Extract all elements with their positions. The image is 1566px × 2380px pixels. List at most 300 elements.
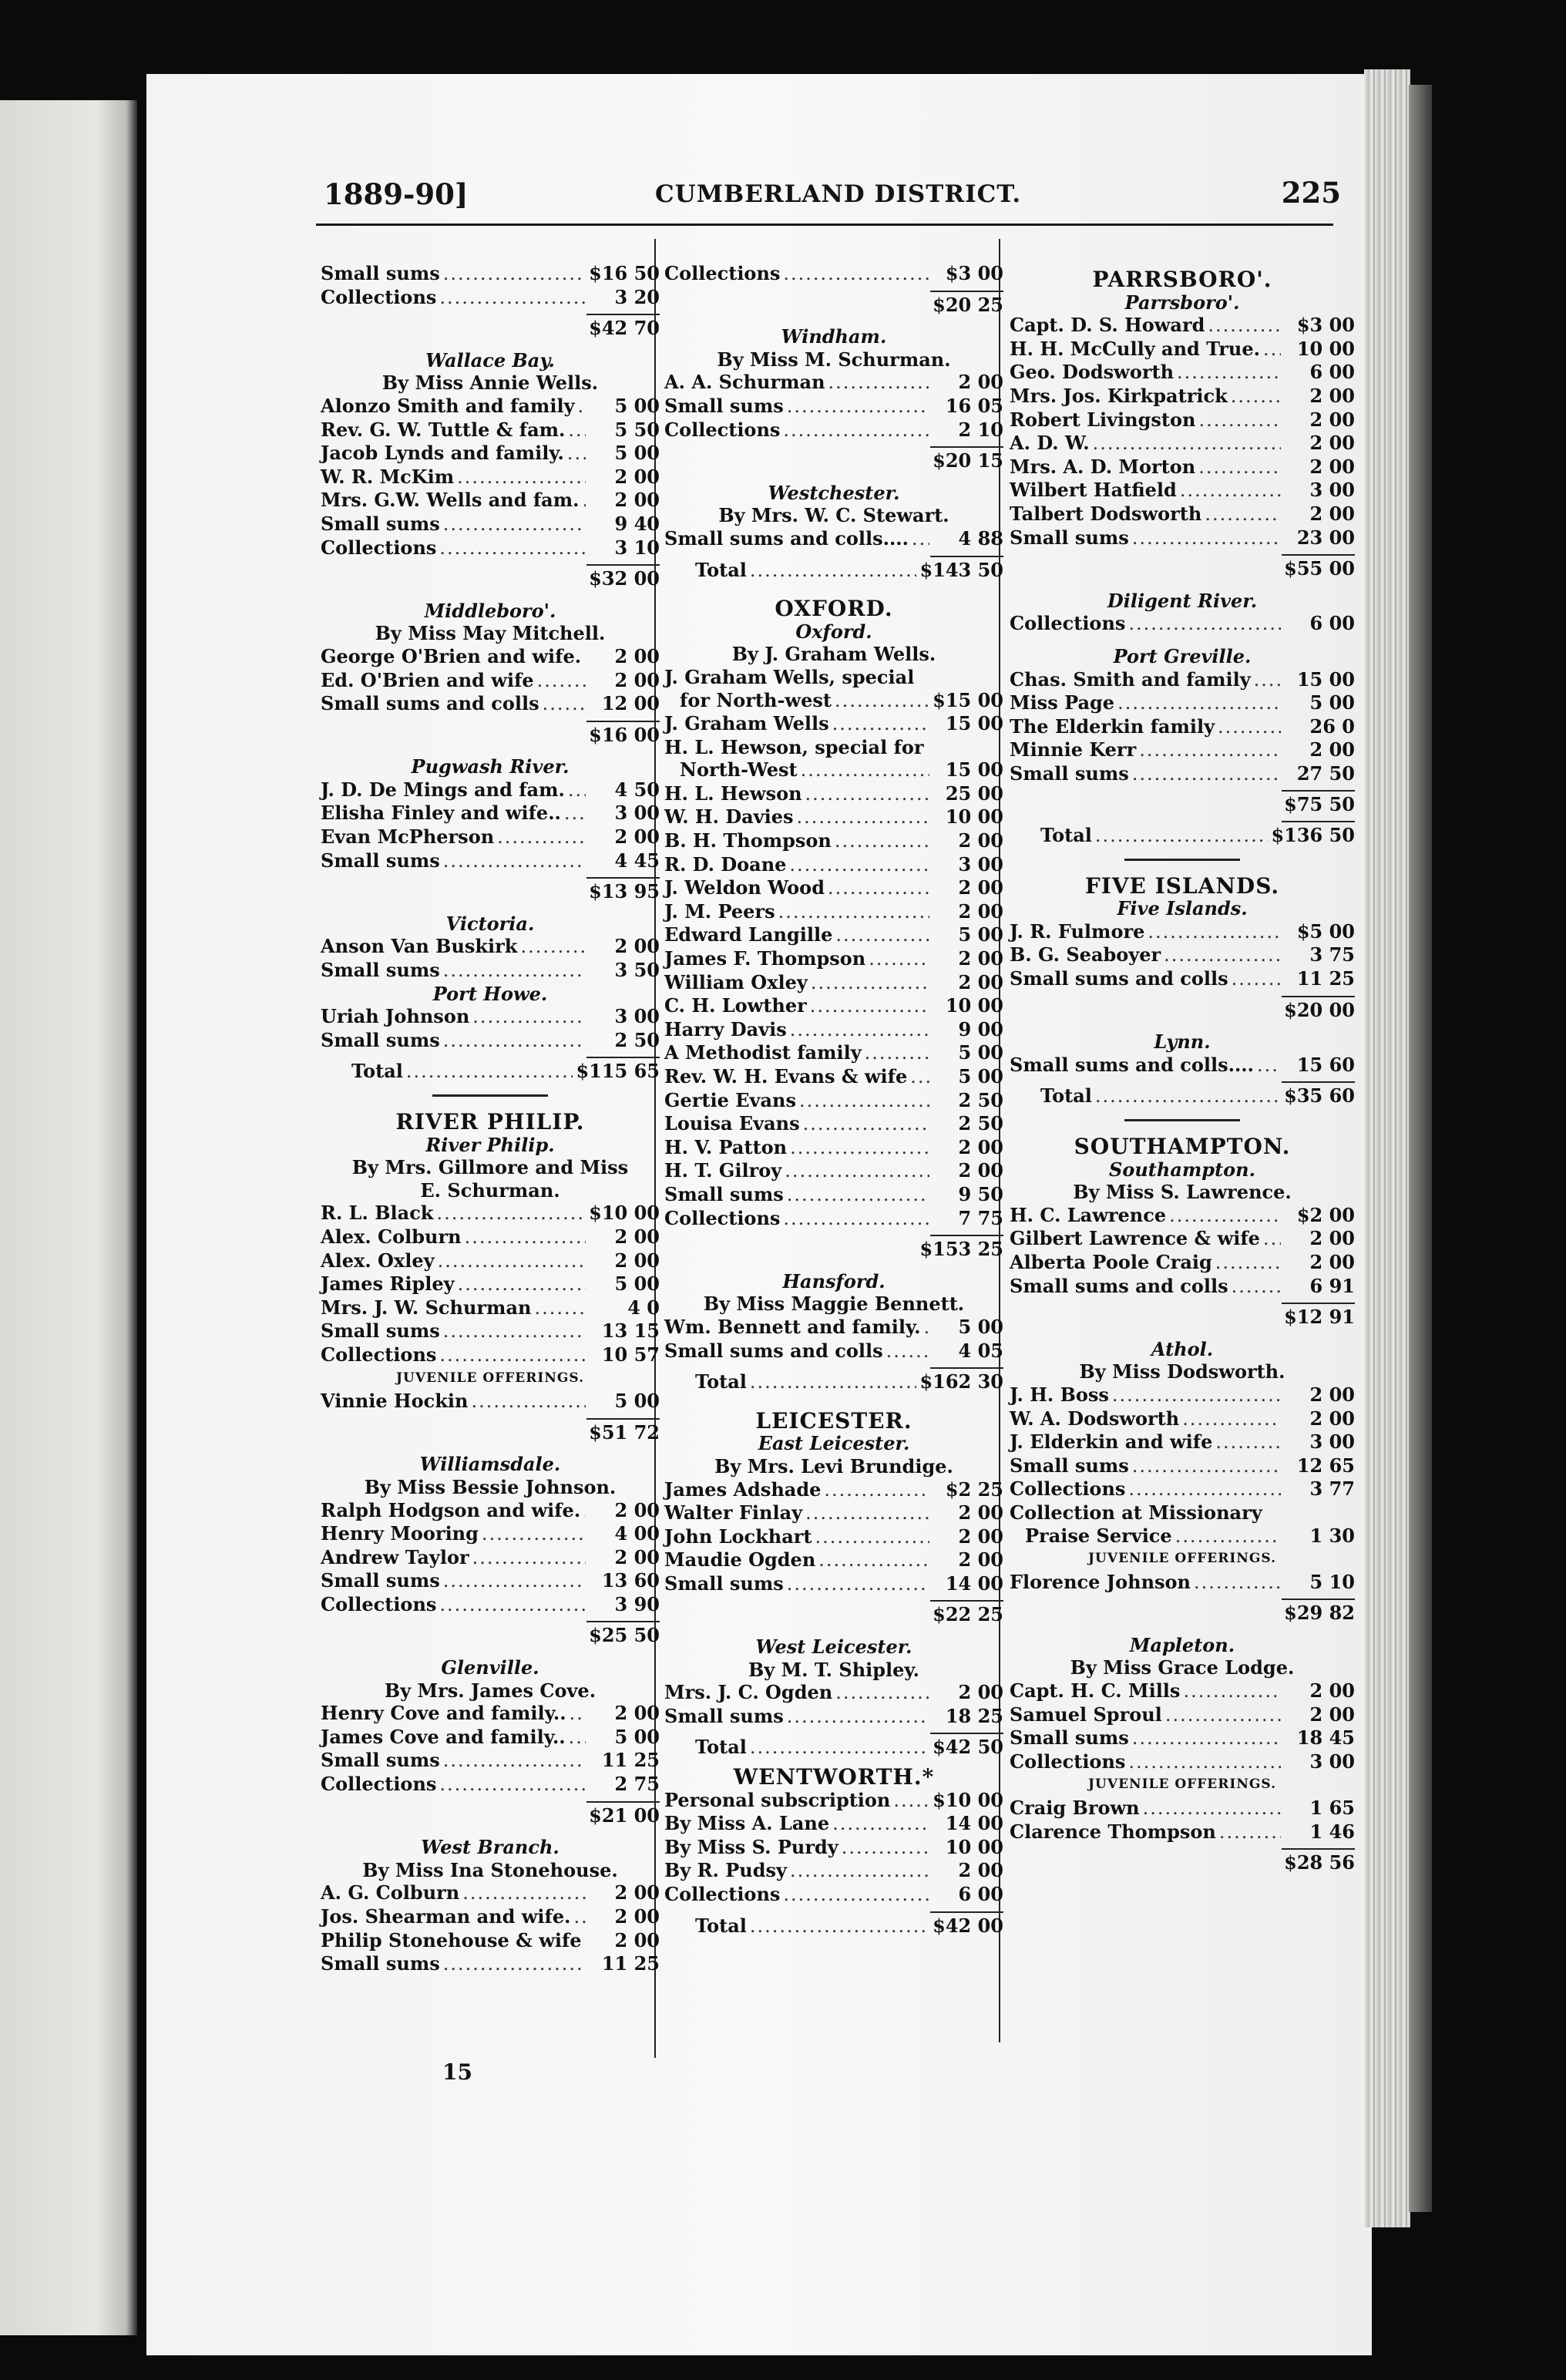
circuit-name: Westchester. [768, 481, 900, 504]
circuit-name: Pugwash River. [411, 755, 570, 778]
entry-name: Ralph Hodgson and wife. [321, 1498, 581, 1521]
entry-name: Small sums and colls [1010, 1274, 1228, 1297]
leader-dots [1175, 1525, 1281, 1548]
entry-name: Geo. Dodsworth [1010, 361, 1174, 384]
ledger-row [321, 489, 660, 513]
entry-name: Small sums and colls.... [664, 526, 909, 550]
subtotal: $21 00 [589, 1803, 660, 1827]
leader-dots [564, 802, 586, 825]
sum-rule [586, 314, 660, 315]
entry-amount: 11 25 [601, 1749, 660, 1772]
entry-amount: 2 00 [614, 1905, 660, 1928]
leader-dots [583, 1500, 586, 1523]
entry-name: James F. Thompson [664, 947, 866, 970]
entry-name: Jos. Shearman and wife. [321, 1905, 571, 1928]
entry-amount: 25 00 [945, 782, 1003, 805]
entry-amount: 2 75 [614, 1773, 660, 1796]
ledger-row [1010, 1054, 1355, 1077]
entry-amount: 4 05 [958, 1339, 1003, 1362]
entry-name: Rev. G. W. Tuttle & fam. [321, 418, 566, 441]
ledger-row [664, 712, 1003, 736]
entry-name: Collections [664, 1206, 781, 1229]
subtotal: $20 15 [933, 449, 1003, 472]
ledger-row [664, 923, 1003, 947]
juvenile-heading: JUVENILE OFFERINGS. [1088, 1777, 1276, 1793]
ledger-row [1010, 920, 1355, 944]
entry-amount: 3 50 [614, 959, 660, 982]
circuit-name: West Leicester. [755, 1635, 912, 1659]
entry-name: Collections [1010, 612, 1126, 635]
entry-amount: 2 00 [958, 947, 1003, 970]
leader-dots [1183, 1680, 1281, 1703]
total-label: Total [1040, 1084, 1092, 1108]
section-heading: FIVE ISLANDS. [1084, 872, 1280, 899]
entry-name: Gertie Evans [664, 1088, 796, 1111]
entry-name: Personal subscription [664, 1788, 891, 1811]
leader-dots [482, 1523, 586, 1546]
ledger-row [1010, 1227, 1355, 1251]
leader-dots [1257, 1054, 1281, 1077]
circuit-name: Williamsdale. [419, 1453, 561, 1476]
entry-name: Small sums [664, 1182, 784, 1205]
collector-line: By Miss M. Schurman. [717, 348, 951, 371]
ledger-row [321, 1202, 660, 1225]
leader-dots [797, 806, 929, 829]
entry-amount: 3 00 [1309, 479, 1355, 502]
entry-amount: 7 75 [958, 1206, 1003, 1229]
leader-dots [534, 1297, 586, 1320]
ledger-row [664, 395, 1003, 419]
ledger-row [321, 1029, 660, 1053]
leader-dots [569, 1726, 586, 1750]
entry-name: Small sums [321, 1319, 440, 1343]
ledger-row [1010, 967, 1355, 991]
entry-name: Collections [321, 1343, 437, 1366]
entry-amount: 26 0 [1309, 714, 1355, 738]
entry-name: A. G. Colburn [321, 1881, 460, 1904]
ledger-row [664, 971, 1003, 995]
leader-dots [810, 995, 929, 1018]
circuit-name: Victoria. [445, 912, 535, 935]
entry-amount: $2 00 [1296, 1203, 1355, 1226]
ledger-row [1010, 738, 1355, 762]
collector-line: By Miss Maggie Bennett. [703, 1293, 965, 1316]
ledger-row [1010, 1477, 1355, 1501]
entry-amount: 3 10 [614, 536, 660, 559]
entry-amount: 6 00 [1309, 612, 1355, 635]
leader-dots [573, 1906, 586, 1929]
ledger-row [664, 1065, 1003, 1089]
subtotal: $28 56 [1284, 1851, 1355, 1874]
total-row [1010, 824, 1355, 848]
leader-dots [790, 1860, 929, 1883]
entry-amount: 2 00 [958, 1501, 1003, 1524]
entry-amount: 2 00 [958, 876, 1003, 899]
sum-rule [1282, 1598, 1355, 1600]
ledger-row [664, 666, 1003, 689]
spacer [664, 1626, 1003, 1635]
section-heading: OXFORD. [775, 596, 893, 622]
entry-name: Mrs. G.W. Wells and fam. [321, 489, 580, 512]
page-number: 225 [1281, 176, 1341, 210]
ledger-row [664, 1478, 1003, 1502]
entry-amount: 6 00 [1309, 361, 1355, 384]
leader-dots [472, 1547, 586, 1570]
leader-dots [1218, 716, 1281, 739]
entry-name: Small sums [321, 1569, 440, 1592]
entry-name: Vinnie Hockin [321, 1390, 469, 1413]
entry-amount: 5 50 [614, 418, 660, 441]
circuit-name: Hansford. [782, 1269, 885, 1293]
leader-dots [783, 263, 929, 286]
entry-amount: 2 00 [958, 1548, 1003, 1572]
total-label: Total [695, 558, 747, 581]
leader-dots [805, 783, 929, 806]
leader-dots [865, 1042, 929, 1065]
leader-dots [1128, 613, 1281, 636]
spacer [321, 1647, 660, 1656]
entry-amount: 2 00 [614, 1702, 660, 1725]
entry-amount: 2 00 [958, 1681, 1003, 1704]
entry-amount: 2 00 [614, 644, 660, 667]
sum-rule [1282, 1848, 1355, 1850]
leader-dots [443, 263, 586, 286]
entry-name: Small sums [321, 262, 440, 284]
leader-dots [568, 779, 586, 802]
leader-dots [893, 1790, 929, 1813]
collector-line: By Miss May Mitchell. [375, 622, 606, 645]
collector-line: By Miss Annie Wells. [381, 371, 599, 395]
leader-dots [439, 1773, 586, 1797]
entry-name: J. R. Fulmore [1010, 919, 1145, 943]
entry-amount: 18 45 [1296, 1726, 1355, 1750]
total-label: Total [695, 1914, 747, 1937]
left-page-edge [0, 100, 137, 2335]
leader-dots [443, 513, 586, 536]
subtotal: $13 95 [589, 880, 660, 903]
ledger-row [664, 1041, 1003, 1065]
leader-dots [1219, 1821, 1281, 1844]
leader-dots [443, 1570, 586, 1593]
entry-name: for North-west [680, 688, 832, 711]
entry-amount: 2 00 [614, 489, 660, 512]
ledger-row [321, 286, 660, 310]
entry-name: Small sums and colls [1010, 967, 1228, 990]
entry-name: Mrs. J. W. Schurman [321, 1296, 532, 1319]
entry-name: Small sums [321, 1952, 440, 1975]
entry-name: B. G. Seaboyer [1010, 943, 1161, 966]
total-row [664, 1736, 1003, 1760]
ledger-row [1010, 338, 1355, 361]
leader-dots [1132, 763, 1281, 786]
ledger-row [1010, 1383, 1355, 1407]
total-amount: $42 50 [933, 1736, 1003, 1759]
entry-name: Anson Van Buskirk [321, 935, 518, 958]
entry-name: Praise Service [1025, 1524, 1172, 1547]
sum-rule [930, 556, 1003, 557]
total-amount: $143 50 [919, 558, 1003, 581]
leader-dots [1263, 338, 1281, 361]
leader-dots [439, 1594, 586, 1617]
spacer [664, 1261, 1003, 1270]
leader-dots [465, 1226, 586, 1249]
sum-rule [930, 1367, 1003, 1369]
ledger-row [1010, 455, 1355, 479]
ledger-row [1010, 1820, 1355, 1844]
entry-amount: 2 00 [1309, 1250, 1355, 1273]
subtotal: $25 50 [589, 1624, 660, 1647]
total-row [321, 1060, 660, 1084]
sum-rule [586, 1418, 660, 1420]
ledger-row [1010, 943, 1355, 967]
subtotal: $75 50 [1284, 793, 1355, 816]
entry-name: J. Graham Wells [664, 712, 829, 735]
entry-name: Gilbert Lawrence & wife [1010, 1227, 1260, 1250]
entry-name: Collection at Missionary [1010, 1501, 1262, 1524]
entry-name: W. A. Dodsworth [1010, 1407, 1180, 1430]
entry-name: Henry Mooring [321, 1522, 479, 1545]
sum-rule [586, 877, 660, 879]
circuit-name: Port Greville. [1113, 644, 1252, 667]
leader-dots [1112, 1384, 1281, 1407]
entry-name: Alonzo Smith and family [321, 394, 575, 417]
page-edge-shadow [1409, 85, 1432, 2212]
sum-rule [930, 1600, 1003, 1602]
entry-name: Craig Brown [1010, 1797, 1140, 1820]
entry-name: Small sums and colls [664, 1339, 883, 1362]
collector-line: By Mrs. Levi Brundige. [714, 1454, 953, 1477]
circuit-name: Mapleton. [1129, 1633, 1235, 1656]
total-label: Total [1040, 824, 1092, 847]
entry-amount: 2 00 [1309, 408, 1355, 431]
entry-amount: 15 00 [945, 712, 1003, 735]
ledger-row [1010, 1204, 1355, 1228]
spacer [321, 1444, 660, 1453]
ledger-row [664, 1159, 1003, 1183]
subtotal: $22 25 [933, 1603, 1003, 1626]
entry-amount: 2 00 [958, 371, 1003, 394]
ledger-row [664, 1836, 1003, 1860]
ledger-row [1010, 1454, 1355, 1478]
leader-dots [568, 419, 586, 442]
leader-dots [886, 1340, 929, 1363]
entry-amount: 5 00 [614, 442, 660, 465]
leader-dots [832, 1813, 929, 1836]
leader-dots [869, 948, 929, 971]
leader-dots [582, 489, 586, 513]
ledger-row [1010, 1275, 1355, 1299]
sum-rule [1282, 790, 1355, 792]
leader-dots [1139, 739, 1281, 762]
circuit-name: Parrsboro'. [1124, 291, 1240, 314]
spacer [321, 746, 660, 755]
spacer [664, 1394, 1003, 1403]
total-label: Total [351, 1060, 403, 1083]
entry-amount: 3 00 [1309, 1750, 1355, 1773]
leader-dots [924, 1316, 930, 1340]
ledger-row [321, 513, 660, 536]
collector-line: By J. Graham Wells. [731, 643, 936, 666]
entry-name: Wm. Bennett and family. [664, 1315, 921, 1338]
entry-amount: 2 00 [1309, 1383, 1355, 1406]
circuit-name: Wallace Bay. [425, 348, 555, 371]
subtotal: $32 00 [589, 567, 660, 590]
ledger-row [1010, 385, 1355, 408]
entry-amount: 2 00 [958, 1135, 1003, 1158]
ledger-row [1010, 1571, 1355, 1595]
entry-amount: 2 00 [958, 829, 1003, 852]
spacer [321, 1827, 660, 1836]
entry-name: J. D. De Mings and fam. [321, 778, 565, 801]
juvenile-heading: JUVENILE OFFERINGS. [1088, 1551, 1276, 1567]
ledger-row [664, 736, 1003, 759]
ledger-row [1010, 1251, 1355, 1275]
leader-dots [799, 1090, 929, 1113]
leader-dots [789, 854, 929, 877]
ledger-row [321, 825, 660, 849]
entry-amount: 5 00 [614, 1272, 660, 1296]
collector-line: By Mrs. Gillmore and Miss [351, 1156, 629, 1179]
ledger-row [321, 802, 660, 825]
ledger-row [321, 1749, 660, 1773]
section-heading: PARRSBORO'. [1092, 267, 1272, 292]
ledger-row [321, 1881, 660, 1905]
leader-dots [835, 924, 929, 947]
entry-name: J. H. Boss [1010, 1383, 1109, 1406]
entry-name: Evan McPherson [321, 825, 495, 849]
sum-rule [930, 1911, 1003, 1913]
collector-line: By Miss Dodsworth. [1079, 1360, 1285, 1383]
leader-dots [457, 466, 586, 489]
entry-name: Small sums [664, 1572, 784, 1595]
leader-dots [1143, 1797, 1281, 1820]
subtotal: $55 00 [1284, 557, 1355, 580]
entry-name: Small sums [664, 1704, 784, 1727]
collector-line: By Mrs. James Cove. [384, 1679, 596, 1702]
circuit-name: Five Islands. [1117, 897, 1248, 920]
sum-rule [586, 564, 660, 566]
leader-dots [578, 395, 586, 419]
spacer [664, 316, 1003, 325]
entry-name: Small sums [1010, 526, 1129, 549]
ledger-row [321, 1593, 660, 1617]
leader-dots [787, 1706, 929, 1729]
ledger-row [321, 935, 660, 959]
leader-dots [1205, 503, 1281, 526]
entry-name: Capt. D. S. Howard [1010, 314, 1205, 337]
total-amount: $42 00 [933, 1914, 1003, 1937]
entry-amount: 6 91 [1309, 1274, 1355, 1297]
entry-amount: 23 00 [1296, 526, 1355, 549]
entry-name: Clarence Thompson [1010, 1820, 1216, 1843]
total-label: Total [695, 1370, 747, 1393]
sum-rule [1282, 996, 1355, 997]
leader-dots [1169, 1205, 1281, 1228]
sum-rule [930, 446, 1003, 448]
entry-name: Small sums [664, 394, 784, 417]
leader-dots [443, 1030, 586, 1053]
leader-dots [1093, 432, 1281, 455]
leader-dots [1194, 1572, 1281, 1595]
ledger-row [664, 1112, 1003, 1136]
entry-name: Ed. O'Brien and wife [321, 668, 534, 691]
entry-amount: 11 25 [1296, 967, 1355, 990]
section-rule [1124, 859, 1240, 861]
ledger-row [664, 1018, 1003, 1042]
ledger-row [1010, 1703, 1355, 1727]
total-amount: $136 50 [1271, 824, 1355, 847]
ledger-row [664, 994, 1003, 1018]
ledger-row [664, 758, 1003, 782]
spacer [321, 903, 660, 913]
entry-name: Philip Stonehouse & wife [321, 1928, 582, 1951]
ledger-row [1010, 1501, 1355, 1524]
entry-name: Alex. Colburn [321, 1225, 462, 1248]
header-district: CUMBERLAND DISTRICT. [655, 180, 1022, 208]
column-left [321, 262, 660, 1976]
entry-amount: 2 00 [1309, 1679, 1355, 1703]
entry-amount: 6 00 [958, 1883, 1003, 1905]
leader-dots [811, 972, 929, 995]
ledger-row [321, 419, 660, 442]
leader-dots [783, 419, 929, 442]
entry-amount: 10 00 [945, 994, 1003, 1017]
entry-name: Florence Johnson [1010, 1570, 1191, 1593]
ledger-row [664, 262, 1003, 286]
ledger-row [664, 1548, 1003, 1572]
leader-dots [1182, 1408, 1281, 1431]
circuit-name: River Philip. [425, 1133, 555, 1156]
leader-dots [436, 1202, 586, 1225]
ledger-row [1010, 408, 1355, 432]
leader-dots [787, 1184, 929, 1207]
leader-dots [787, 395, 929, 419]
leader-dots [443, 1750, 586, 1773]
leader-dots [785, 1160, 929, 1183]
ledger-row [664, 1501, 1003, 1525]
ledger-row [1010, 1407, 1355, 1431]
entry-amount: 2 00 [614, 825, 660, 849]
entry-amount: $10 00 [589, 1202, 660, 1225]
entry-name: Rev. W. H. Evans & wife [664, 1065, 908, 1087]
leader-dots [1132, 1455, 1281, 1478]
ledger-row [321, 1773, 660, 1797]
subtotal: $16 00 [589, 723, 660, 746]
entry-amount: 5 00 [614, 394, 660, 417]
entry-name: Small sums [1010, 761, 1129, 785]
entry-name: B. H. Thompson [664, 829, 832, 852]
entry-amount: 2 00 [1309, 432, 1355, 455]
leader-dots [1215, 1431, 1281, 1454]
leader-dots [783, 1208, 929, 1231]
ledger-row [321, 1569, 660, 1593]
circuit-name: Glenville. [441, 1656, 539, 1679]
sum-rule [930, 291, 1003, 292]
ledger-row [664, 1859, 1003, 1883]
sum-rule [1282, 1303, 1355, 1304]
entry-name: J. Elderkin and wife [1010, 1430, 1213, 1454]
spacer [1010, 580, 1355, 590]
leader-dots [497, 826, 586, 849]
subtotal: $42 70 [589, 317, 660, 340]
entry-amount: 2 50 [614, 1028, 660, 1051]
entry-amount: 3 90 [614, 1592, 660, 1615]
ledger-row [664, 1705, 1003, 1729]
page-edge-stack [1364, 69, 1410, 2227]
entry-name: By R. Pudsy [664, 1859, 787, 1882]
ledger-row [321, 1726, 660, 1750]
subtotal: $51 72 [589, 1420, 660, 1444]
